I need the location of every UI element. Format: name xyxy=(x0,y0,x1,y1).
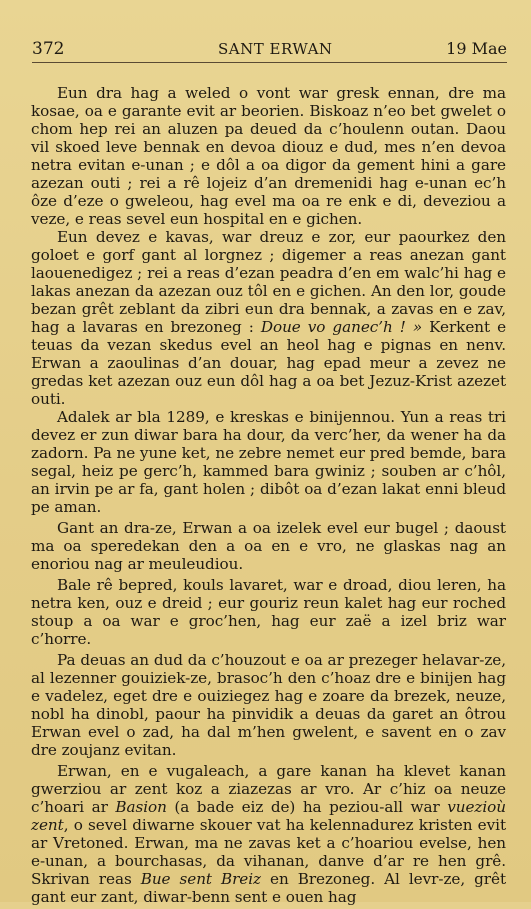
paragraph xyxy=(31,762,506,906)
paragraph-text: Eun devez e kavas, war dreuz e zor, eur paourkez den goloet e gorf gant al lorgnez ; digemer a reas anezan gant laouenedigez ; rei a reas d’ezan peadra d’en em walc’hi hag e lakas anezan da azezan ouz tôl en e gichen. An den lor, goude bezan grêt zeblant da zibri eun dra bennak, a zavas en e zav, hag a lavaras en brezoneg : xyxy=(31,228,506,336)
paragraph-text: Erwan, en e vugaleach, a gare kanan ha klevet kanan gwerziou ar zent koz a ziazezas ar vro. Ar c’hiz oa neuze c’hoari ar xyxy=(31,762,506,816)
page-body xyxy=(31,84,506,909)
paragraph-text: Adalek ar bla 1289, e kreskas e binijennou. Yun a reas tri devez er zun diwar bara ha dour, da verc’her, da wener ha da zadorn. Pa ne yune ket, ne zebre nemet eur pred bemde, bara segal, heiz pe gerc’h, kammed bara gwiniz ; souben ar c’hôl, an irvin pe ar fa, gant holen ; dibôt oa d’ezan lakat enni bleud pe aman. xyxy=(31,408,507,516)
italic-title-bue-sent-breiz: Bue sent Breiz xyxy=(140,870,262,888)
italic-title-vueziou-zent: vuezioù zent xyxy=(31,798,506,834)
paragraph xyxy=(31,651,506,759)
paragraph xyxy=(31,576,506,648)
paragraph xyxy=(31,228,506,408)
running-head: SANT ERWAN xyxy=(218,40,333,58)
paragraph-text: , o sevel diwarne skouer vat ha kelennadurez kristen evit ar Vretoned. Erwan, ma ne zavas ket a c’hoariou evelse, hen e-unan, a bourchasas, da vihanan, danve d’ar re hen grê. Skrivan reas xyxy=(31,816,506,888)
paragraph-text: Kerkent e teuas da vezan skedus evel an heol hag e pignas en nenv. Erwan a zaoulinas d’an douar, hag epad meur a zevez ne gredas ket azezan ouz eun dôl hag a oa bet Jezuz-Krist azezet outi. xyxy=(31,318,507,408)
paragraph-text: Pa deuas an dud da c’houzout e oa ar prezeger helavar-ze, al lezenner gouiziek-ze, brasoc’h den c’hoaz dre e binijen hag e vadelez, eget dre e ouiziegez hag e zoare da brezek, neuze, nobl ha dinobl, paour ha pinvidik a deuas da garet an ôtrou Erwan evel o zad, ha dal m’hen gwelent, e savent en o zav dre zoujanz evitan. xyxy=(31,651,506,759)
paragraph-text: Gant an dra-ze, Erwan a oa izelek evel eur bugel ; daoust ma oa speredekan den a oa en e vro, ne glaskas nag an enoriou nag ar meuleudiou. xyxy=(31,519,506,573)
page-header xyxy=(32,38,507,63)
paragraph-text: en Brezoneg. Al levr-ze, grêt gant eur zant, diwar-benn sent e ouen hag xyxy=(31,870,506,906)
page-number: 372 xyxy=(32,39,65,59)
paragraph-text: Bale rê bepred, kouls lavaret, war e droad, diou leren, ha netra ken, ouz e dreid ; eur gouriz reun kalet hag eur roched stoup a oa war e groc’hen, hag eur zaë a izel briz war c’horre. xyxy=(31,576,506,648)
paragraph xyxy=(31,519,506,573)
header-date: 19 Mae xyxy=(446,39,507,58)
paragraph xyxy=(31,84,506,228)
paragraph-text: Eun dra hag a weled o vont war gresk ennan, dre ma kosae, oa e garante evit ar beorien. Biskoaz n’eo bet gwelet o chom hep rei an aluzen pa deued da c’houlenn outan. Daou vil skoed leve bennak en devoa diouz e dud, mes n’en devoa netra evitan e-unan ; e dôl a oa digor da gement hini a gare azezan outi ; rei a rê lojeiz d’an dremenidi hag e-unan ec’h ôze d’eze o gweleou, hag evel ma oa re enk e di, deveziou a veze, e reas sevel eun hospital en e gichen. xyxy=(31,84,506,228)
paragraph-text: (a bade eiz de) ha peziou-all war xyxy=(166,798,448,816)
italic-quote: Doue vo ganec’h ! » xyxy=(260,318,423,336)
paragraph xyxy=(31,408,506,516)
italic-title-basion: Basion xyxy=(115,798,167,816)
